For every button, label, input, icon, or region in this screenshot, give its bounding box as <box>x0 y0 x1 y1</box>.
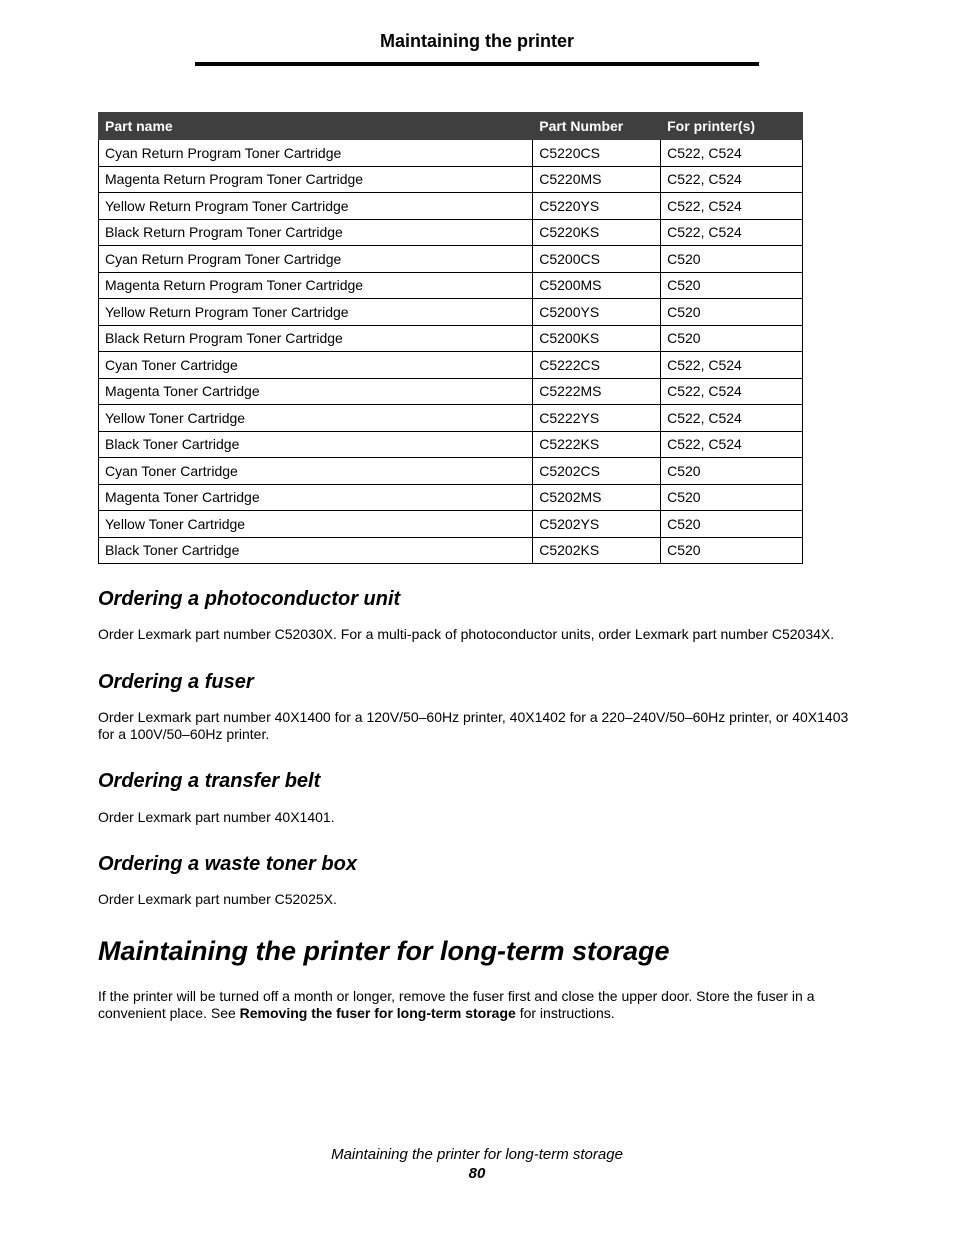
waste-toner-heading: Ordering a waste toner box <box>98 853 357 875</box>
cell-part-number: C5202KS <box>533 537 661 564</box>
waste-toner-body: Order Lexmark part number C52025X. <box>98 891 337 907</box>
table-header-row <box>99 113 803 140</box>
cell-part-number: C5222YS <box>533 405 661 432</box>
cell-printers: C522, C524 <box>661 166 803 193</box>
cell-part-name: Black Toner Cartridge <box>99 537 533 564</box>
cell-part-name: Yellow Toner Cartridge <box>99 511 533 538</box>
cell-printers: C522, C524 <box>661 352 803 379</box>
cell-printers: C522, C524 <box>661 378 803 405</box>
cell-printers: C520 <box>661 299 803 326</box>
cell-part-name: Cyan Toner Cartridge <box>99 352 533 379</box>
cell-part-number: C5202CS <box>533 458 661 485</box>
transfer-belt-heading: Ordering a transfer belt <box>98 770 321 792</box>
cell-part-name: Black Return Program Toner Cartridge <box>99 219 533 246</box>
table-row <box>99 537 803 564</box>
cell-part-name: Yellow Toner Cartridge <box>99 405 533 432</box>
table-row <box>99 299 803 326</box>
cell-part-name: Yellow Return Program Toner Cartridge <box>99 193 533 220</box>
storage-body-suffix: for instructions. <box>515 1005 615 1021</box>
storage-heading: Maintaining the printer for long-term storage <box>98 936 670 966</box>
table-row <box>99 166 803 193</box>
cell-printers: C520 <box>661 511 803 538</box>
table-row <box>99 405 803 432</box>
cell-printers: C522, C524 <box>661 140 803 167</box>
table-row <box>99 219 803 246</box>
cell-printers: C520 <box>661 537 803 564</box>
cell-part-name: Cyan Return Program Toner Cartridge <box>99 140 533 167</box>
running-header: Maintaining the printer <box>379 31 574 51</box>
cell-part-number: C5220MS <box>533 166 661 193</box>
table-row <box>99 511 803 538</box>
column-header-part-name: Part name <box>99 113 533 140</box>
cell-part-number: C5220YS <box>533 193 661 220</box>
table-row <box>99 325 803 352</box>
column-header-printers: For printer(s) <box>661 113 803 140</box>
storage-crossref-link[interactable]: Removing the fuser for long-term storage <box>239 1005 516 1021</box>
storage-body-prefix: If the printer will be turned off a month or longer, remove the fuser first and close the upper door. Store the fuser in a convenient place. See <box>98 988 815 1021</box>
fuser-body: Order Lexmark part number 40X1400 for a 120V/50–60Hz printer, 40X1402 for a 220–240V/50–60Hz printer, or 40X1403 for a 100V/50–60Hz printer. <box>98 709 849 742</box>
column-header-part-number: Part Number <box>533 113 661 140</box>
footer-title: Maintaining the printer for long-term storage <box>331 1146 623 1163</box>
table-row <box>99 378 803 405</box>
cell-printers: C520 <box>661 246 803 273</box>
table-row <box>99 140 803 167</box>
cell-part-number: C5220CS <box>533 140 661 167</box>
transfer-belt-body: Order Lexmark part number 40X1401. <box>98 809 335 825</box>
cell-printers: C520 <box>661 272 803 299</box>
storage-body <box>98 988 858 1022</box>
table-row <box>99 484 803 511</box>
cell-part-name: Magenta Toner Cartridge <box>99 484 533 511</box>
photoconductor-body: Order Lexmark part number C52030X. For a multi-pack of photoconductor units, order Lexmark part number C52034X. <box>98 626 835 642</box>
page-number: 80 <box>468 1165 486 1182</box>
cell-part-number: C5200YS <box>533 299 661 326</box>
cell-part-number: C5200CS <box>533 246 661 273</box>
photoconductor-heading: Ordering a photoconductor unit <box>98 588 401 610</box>
cell-part-name: Cyan Return Program Toner Cartridge <box>99 246 533 273</box>
cell-part-number: C5200KS <box>533 325 661 352</box>
table-body <box>99 140 803 564</box>
cell-printers: C522, C524 <box>661 193 803 220</box>
header-rule <box>195 62 759 66</box>
cell-part-number: C5200MS <box>533 272 661 299</box>
cell-part-number: C5222MS <box>533 378 661 405</box>
table-row <box>99 193 803 220</box>
cell-printers: C522, C524 <box>661 431 803 458</box>
table-row <box>99 352 803 379</box>
cell-part-number: C5220KS <box>533 219 661 246</box>
cell-part-name: Magenta Toner Cartridge <box>99 378 533 405</box>
cell-printers: C520 <box>661 484 803 511</box>
cell-printers: C520 <box>661 325 803 352</box>
cell-part-name: Yellow Return Program Toner Cartridge <box>99 299 533 326</box>
cell-part-name: Magenta Return Program Toner Cartridge <box>99 166 533 193</box>
cell-part-name: Cyan Toner Cartridge <box>99 458 533 485</box>
table-row <box>99 246 803 273</box>
cell-part-number: C5202MS <box>533 484 661 511</box>
cell-printers: C520 <box>661 458 803 485</box>
table-row <box>99 272 803 299</box>
fuser-heading: Ordering a fuser <box>98 671 254 693</box>
parts-table <box>98 112 803 564</box>
cell-printers: C522, C524 <box>661 219 803 246</box>
cell-part-number: C5202YS <box>533 511 661 538</box>
cell-part-name: Black Toner Cartridge <box>99 431 533 458</box>
cell-printers: C522, C524 <box>661 405 803 432</box>
cell-part-number: C5222KS <box>533 431 661 458</box>
cell-part-number: C5222CS <box>533 352 661 379</box>
table-row <box>99 431 803 458</box>
table-row <box>99 458 803 485</box>
cell-part-name: Magenta Return Program Toner Cartridge <box>99 272 533 299</box>
cell-part-name: Black Return Program Toner Cartridge <box>99 325 533 352</box>
